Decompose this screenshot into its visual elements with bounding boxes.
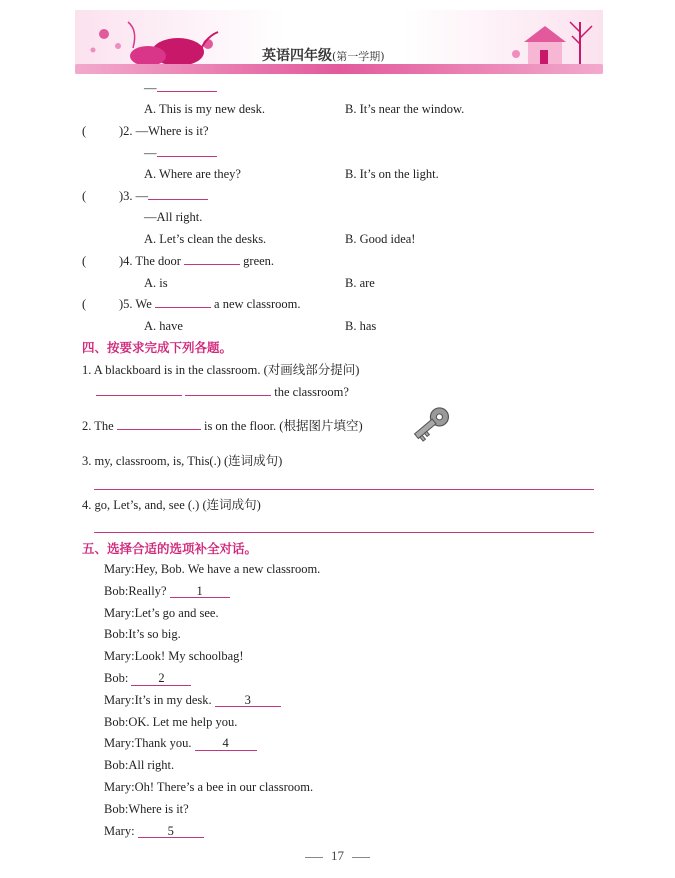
dialogue-blank-1[interactable]: 1 [170, 585, 230, 599]
dialogue-blank-2[interactable]: 2 [131, 672, 191, 686]
dialogue-speaker: Mary: [104, 605, 135, 620]
part4-q2-end: is on the floor. (根据图片填空) [203, 419, 363, 433]
dialogue-text: OK. Let me help you. [128, 714, 238, 729]
q2-dash-text: — [144, 146, 157, 160]
q5-question-end: a new classroom. [214, 297, 301, 311]
dialogue-line [104, 694, 281, 708]
q4-question-start: )4. The door [119, 254, 181, 268]
dialogue-blank-4[interactable]: 4 [195, 737, 257, 751]
page-number-dash-left [305, 857, 323, 858]
header-accent-bar [75, 64, 603, 74]
header-subtitle: (第一学期) [332, 50, 385, 63]
part4-q2 [82, 420, 363, 433]
dialogue-line [104, 585, 230, 599]
q4-answer-blank[interactable] [184, 264, 240, 265]
house-tree-decoration-icon [508, 14, 603, 69]
q2-option-b: B. It’s on the light. [345, 167, 439, 181]
q5-option-a: A. have [144, 319, 183, 333]
dialogue-line [104, 607, 219, 620]
q3-question-text: )3. — [119, 189, 149, 203]
q4-question [119, 255, 274, 268]
part4-title: 四、按要求完成下列各题。 [82, 340, 233, 355]
dialogue-text: Let’s go and see. [134, 605, 219, 620]
dialogue-speaker: Bob: [104, 671, 129, 685]
q4-paren-open: ( [82, 254, 87, 268]
dialogue-line [104, 825, 204, 839]
dialogue-line [104, 759, 174, 772]
q5-question-start: )5. We [119, 297, 152, 311]
q1-dialogue-dash [144, 82, 217, 95]
q5-option-b: B. has [345, 319, 377, 333]
dialogue-speaker: Mary: [104, 823, 135, 838]
dialogue-speaker: Mary: [104, 780, 135, 794]
q5-paren-open: ( [82, 297, 87, 311]
key-icon [408, 402, 454, 446]
q5-question [119, 298, 300, 311]
dialogue-speaker: Bob: [104, 758, 129, 773]
dialogue-text: It’s in my desk. [134, 692, 212, 707]
part4-q1: 1. A blackboard is in the classroom. (对画线部分提问) [82, 363, 360, 377]
q1-dash-text: — [144, 81, 157, 95]
part4-q1-blank-2[interactable] [185, 395, 271, 396]
dialogue-speaker: Mary: [104, 736, 135, 751]
part4-q2-blank[interactable] [117, 429, 201, 430]
q2-question: )2. —Where is it? [119, 124, 209, 138]
part4-q3-answer-line[interactable] [94, 489, 594, 490]
dialogue-text: It’s so big. [128, 627, 181, 642]
part4-q2-start: 2. The [82, 419, 114, 433]
q1-answer-blank[interactable] [157, 91, 217, 92]
dialogue-speaker: Bob: [104, 801, 129, 816]
part4-q3: 3. my, classroom, is, This(.) (连词成句) [82, 454, 283, 468]
q3-question [119, 190, 208, 203]
q2-paren-open: ( [82, 124, 87, 138]
dialogue-speaker: Mary: [104, 692, 135, 707]
q3-reply: —All right. [144, 210, 203, 224]
dialogue-text: Hey, Bob. We have a new classroom. [134, 562, 321, 576]
part5-title: 五、选择合适的选项补全对话。 [82, 541, 258, 556]
dialogue-speaker: Bob: [104, 627, 129, 642]
dialogue-line [104, 672, 191, 686]
page-number-text: 17 [331, 848, 344, 863]
page-number-dash-right [352, 857, 370, 858]
dialogue-blank-3[interactable]: 3 [215, 694, 281, 708]
dialogue-speaker: Bob: [104, 714, 129, 729]
q3-answer-blank[interactable] [148, 199, 208, 200]
dialogue-line [104, 737, 257, 751]
dialogue-line [104, 781, 313, 794]
dialogue-speaker: Bob: [104, 583, 129, 598]
dialogue-speaker: Mary: [104, 649, 135, 664]
q3-option-b: B. Good idea! [345, 232, 416, 246]
header-title-text: 英语四年级 [262, 48, 332, 64]
dialogue-text: All right. [128, 758, 175, 773]
q2-answer-blank[interactable] [157, 156, 217, 157]
part4-q1-answer-line [96, 386, 349, 399]
part4-q4-answer-line[interactable] [94, 532, 594, 533]
q1-option-b: B. It’s near the window. [345, 102, 465, 116]
dialogue-line [104, 803, 189, 816]
dialogue-text: Look! My schoolbag! [134, 649, 244, 664]
dialogue-blank-5[interactable]: 5 [138, 825, 204, 839]
q2-dialogue-dash [144, 147, 217, 160]
part4-q1-tail: the classroom? [274, 385, 349, 399]
part4-q1-blank-1[interactable] [96, 395, 182, 396]
q3-option-a: A. Let’s clean the desks. [144, 232, 267, 246]
dialogue-line [104, 628, 181, 641]
dialogue-text: Where is it? [128, 801, 189, 816]
q4-option-a: A. is [144, 276, 168, 290]
q1-option-a: A. This is my new desk. [144, 102, 265, 116]
dialogue-text: Thank you. [134, 736, 192, 751]
flowers-decoration-icon [78, 18, 228, 68]
q5-answer-blank[interactable] [155, 307, 211, 308]
dialogue-text: Oh! There’s a bee in our classroom. [134, 780, 314, 794]
q4-question-end: green. [243, 254, 275, 268]
dialogue-text: Really? [128, 583, 167, 598]
dialogue-line [104, 563, 320, 576]
q3-paren-open: ( [82, 189, 87, 203]
dialogue-line [104, 650, 244, 663]
page-header-title [262, 45, 385, 65]
part4-q4: 4. go, Let’s, and, see (.) (连词成句) [82, 498, 261, 512]
q4-option-b: B. are [345, 276, 375, 290]
page-number [0, 848, 675, 864]
dialogue-line [104, 716, 237, 729]
dialogue-speaker: Mary: [104, 562, 135, 576]
q2-option-a: A. Where are they? [144, 167, 241, 181]
